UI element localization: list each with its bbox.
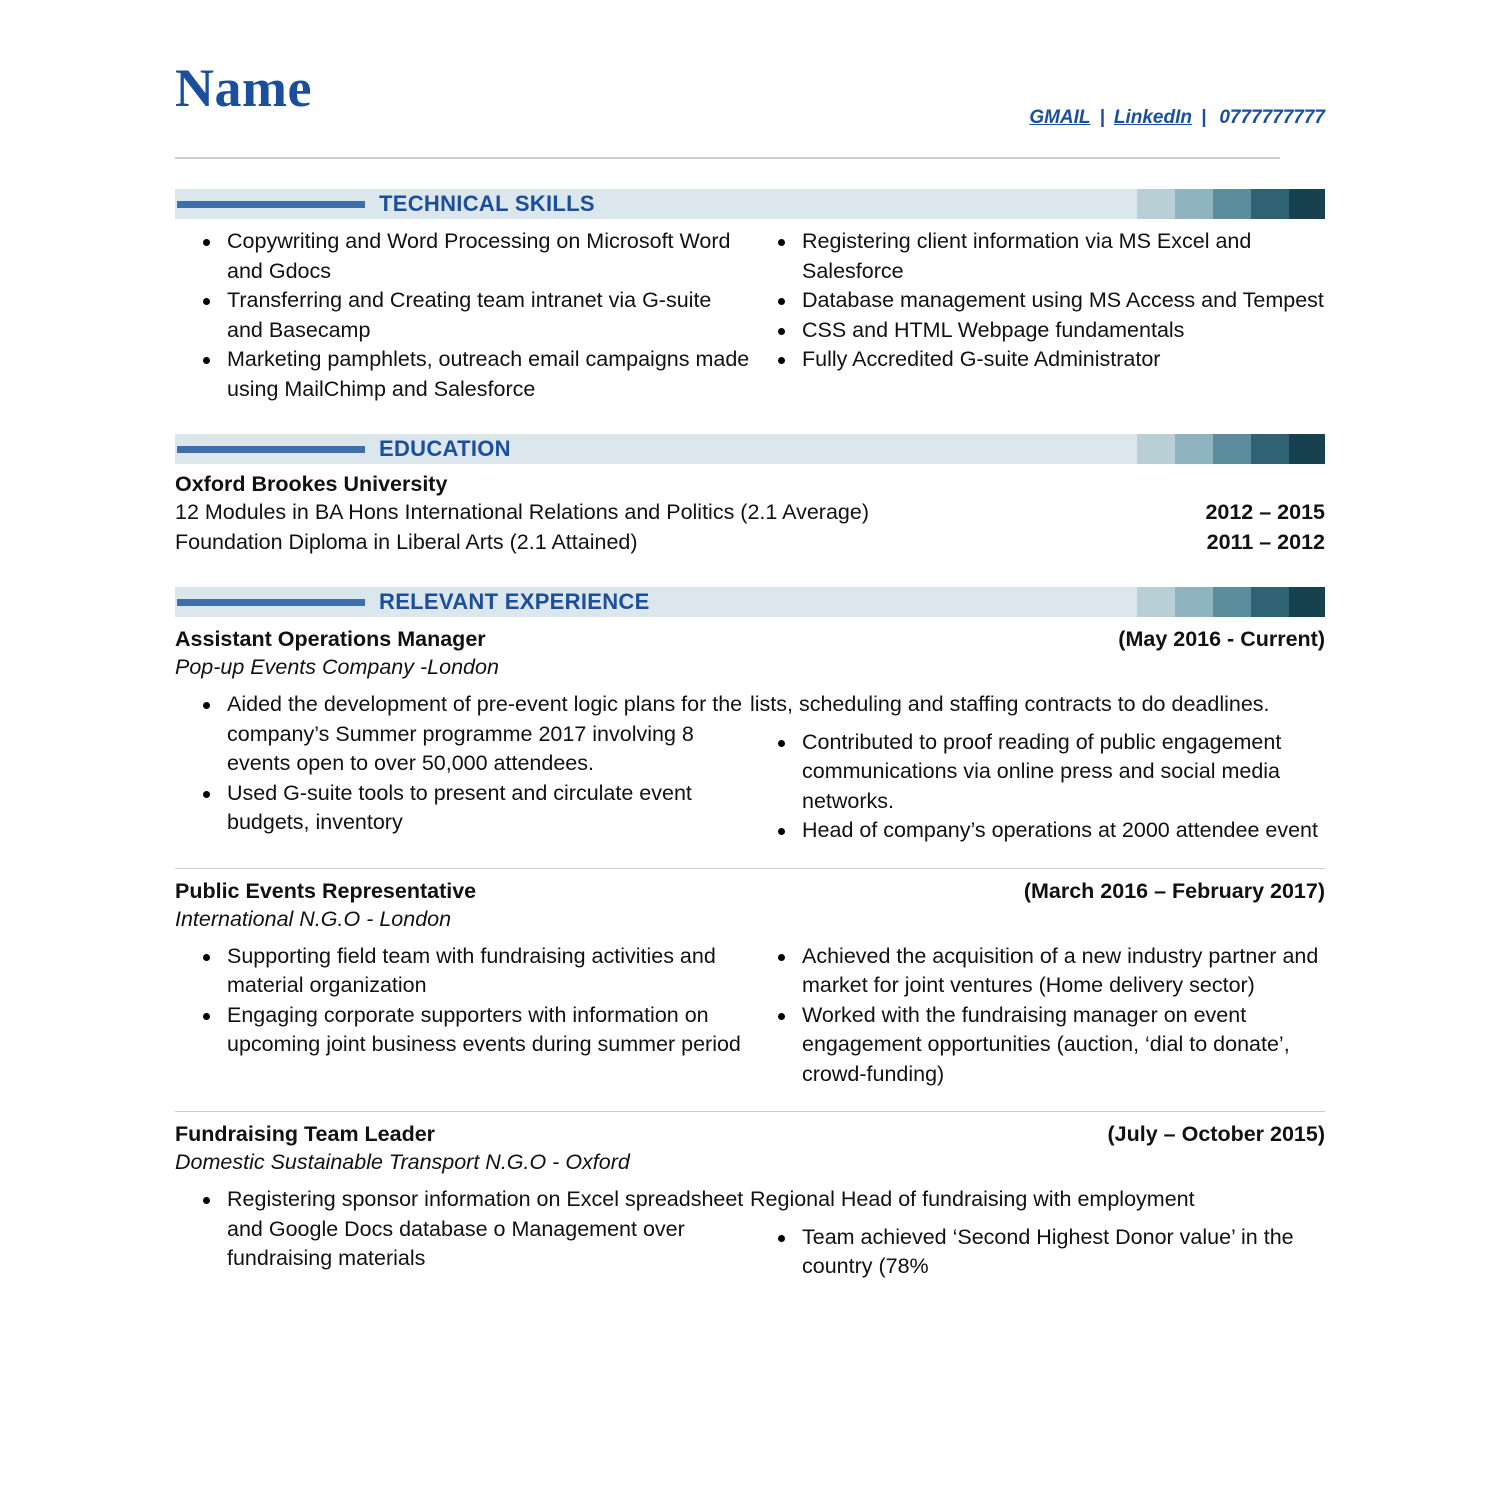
- list-item: Aided the development of pre-event logic plans for the company’s Summer programme 2017 involving 8 events open to over 50,000 attendees.: [175, 690, 750, 779]
- list-item: Head of company’s operations at 2000 attendee event: [750, 816, 1325, 846]
- color-swatches: [1137, 434, 1325, 464]
- education-entry: [175, 527, 1325, 557]
- job-right-column: [750, 934, 1325, 1090]
- section-title: TECHNICAL SKILLS: [379, 191, 595, 216]
- education-school: Oxford Brookes University: [175, 472, 448, 496]
- job-left-column: [175, 682, 750, 846]
- job-organization: Pop-up Events Company -London: [175, 655, 499, 679]
- skills-right-list: [750, 227, 1325, 375]
- job-left-list: [175, 1185, 750, 1274]
- list-item-continuation: Regional Head of fundraising with employment: [750, 1187, 1195, 1211]
- section-dash: [177, 201, 365, 208]
- list-item: Worked with the fundraising manager on event engagement opportunities (auction, ‘dial to donate’, crowd-funding): [750, 1001, 1325, 1090]
- skills-right-column: [750, 219, 1325, 404]
- linkedin-link[interactable]: LinkedIn: [1113, 107, 1192, 128]
- color-swatches: [1137, 189, 1325, 219]
- list-item: Marketing pamphlets, outreach email campaigns made using MailChimp and Salesforce: [175, 345, 750, 404]
- job-left-list: [175, 942, 750, 1060]
- job-right-list: [750, 1223, 1325, 1282]
- list-item: Registering sponsor information on Excel spreadsheet and Google Docs database o Management over fundraising materials: [175, 1185, 750, 1274]
- section-dash: [177, 599, 365, 606]
- job-organization: International N.G.O - London: [175, 906, 452, 931]
- experience-entry: [175, 627, 1325, 869]
- experience-entry: [175, 879, 1325, 1113]
- job-left-column: [175, 1177, 750, 1282]
- job-columns: [175, 934, 1325, 1090]
- education-entry: [175, 497, 1325, 527]
- section-header-education: [175, 434, 1325, 464]
- job-header: [175, 627, 1325, 652]
- job-title: Assistant Operations Manager: [175, 627, 486, 651]
- job-date: (July – October 2015): [1107, 1122, 1325, 1146]
- phone-number: 0777777777: [1219, 107, 1325, 128]
- skills-left-list: [175, 227, 750, 404]
- job-title: Public Events Representative: [175, 878, 477, 903]
- job-divider: [175, 868, 1325, 869]
- list-item: Database management using MS Access and Tempest: [750, 286, 1325, 316]
- job-right-lead: [750, 1185, 1325, 1215]
- contact-separator-2: |: [1201, 107, 1207, 128]
- job-title: Fundraising Team Leader: [175, 1122, 436, 1146]
- experience-entry: [175, 1122, 1325, 1282]
- education-entry-date: 2012 – 2015: [1205, 500, 1325, 524]
- list-item: Supporting field team with fundraising activities and material organization: [175, 942, 750, 1001]
- gmail-link[interactable]: GMAIL: [1029, 107, 1091, 128]
- list-item: Copywriting and Word Processing on Microsoft Word and Gdocs: [175, 227, 750, 286]
- job-date: (May 2016 - Current): [1118, 627, 1325, 651]
- page-title: Name: [175, 58, 312, 118]
- job-divider: [175, 1111, 1325, 1112]
- skills-columns: [175, 219, 1325, 404]
- job-right-column: [750, 682, 1325, 846]
- section-title: EDUCATION: [379, 436, 511, 461]
- section-dash: [177, 446, 365, 453]
- list-item: Transferring and Creating team intranet via G-suite and Basecamp: [175, 286, 750, 345]
- job-columns: [175, 1177, 1325, 1282]
- job-header: [175, 879, 1325, 904]
- job-left-column: [175, 934, 750, 1090]
- list-item: Registering client information via MS Excel and Salesforce: [750, 227, 1325, 286]
- skills-left-column: [175, 219, 750, 404]
- section-title: RELEVANT EXPERIENCE: [379, 589, 650, 614]
- list-item: Team achieved ‘Second Highest Donor value’ in the country (78%: [750, 1223, 1325, 1282]
- list-item: Engaging corporate supporters with information on upcoming joint business events during summer period: [175, 1001, 750, 1060]
- job-right-list: [750, 942, 1325, 1090]
- section-header-technical-skills: [175, 189, 1325, 219]
- job-right-list: [750, 728, 1325, 846]
- job-header: [175, 1122, 1325, 1147]
- list-item: Contributed to proof reading of public engagement communications via online press and social media networks.: [750, 728, 1325, 817]
- contact-separator-1: |: [1099, 107, 1105, 128]
- education-entry-date: 2011 – 2012: [1206, 530, 1325, 554]
- section-header-relevant-experience: [175, 587, 1325, 617]
- header-divider: [175, 157, 1280, 159]
- job-right-column: [750, 1177, 1325, 1282]
- contact-line: [1029, 107, 1325, 129]
- list-item-continuation: lists, scheduling and staffing contracts to do deadlines.: [750, 692, 1270, 716]
- education-block: [175, 472, 1325, 557]
- job-right-lead: [750, 690, 1325, 720]
- education-entry-text: Foundation Diploma in Liberal Arts (2.1 Attained): [175, 530, 638, 554]
- list-item: Used G-suite tools to present and circulate event budgets, inventory: [175, 779, 750, 838]
- list-item: CSS and HTML Webpage fundamentals: [750, 316, 1325, 346]
- list-item: Fully Accredited G-suite Administrator: [750, 345, 1325, 375]
- color-swatches: [1137, 587, 1325, 617]
- job-date: (March 2016 – February 2017): [1023, 878, 1325, 903]
- job-columns: [175, 682, 1325, 846]
- resume-header: [175, 55, 1325, 135]
- education-entry-text: 12 Modules in BA Hons International Relations and Politics (2.1 Average): [175, 500, 869, 524]
- job-left-list: [175, 690, 750, 838]
- job-organization: Domestic Sustainable Transport N.G.O - Oxford: [175, 1150, 630, 1174]
- list-item: Achieved the acquisition of a new industry partner and market for joint ventures (Home delivery sector): [750, 942, 1325, 1001]
